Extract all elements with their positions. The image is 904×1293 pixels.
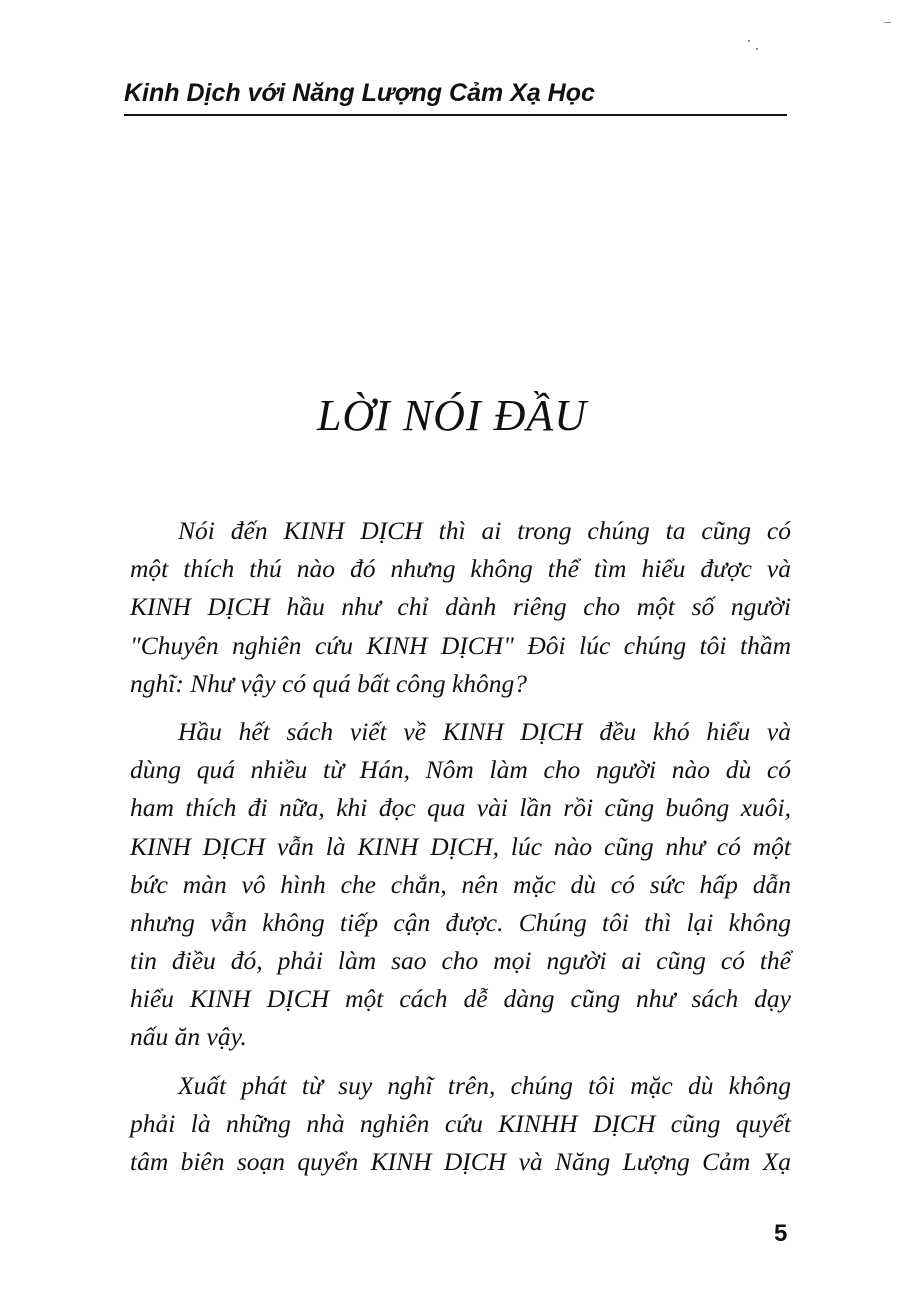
text-line: tin điều đó, phải làm sao cho mọi người ai cũng có thể (130, 946, 791, 976)
text-line: nấu ăn vậy. (130, 1022, 247, 1052)
body-text (130, 512, 791, 1181)
text-line: nghĩ: Như vậy có quá bất công không? (130, 668, 528, 698)
header-rule (124, 114, 787, 116)
text-line: tâm biên soạn quyển KINH DỊCH và Năng Lượng Cảm Xạ (130, 1147, 791, 1176)
page-number: 5 (774, 1220, 788, 1247)
text-line: một thích thú nào đó nhưng không thể tìm hiểu được và (130, 554, 791, 584)
text-line: Hầu hết sách viết về KINH DỊCH đều khó hiểu và (178, 716, 791, 746)
scan-mark (748, 40, 750, 42)
text-line: Xuất phát từ suy nghĩ trên, chúng tôi mặc dù không (178, 1070, 791, 1100)
text-line: dùng quá nhiều từ Hán, Nôm làm cho người nào dù có (130, 755, 791, 785)
text-line: ham thích đi nữa, khi đọc qua vài lần rồi cũng buông xuôi, (130, 793, 791, 823)
text-line: bức màn vô hình che chắn, nên mặc dù có sức hấp dẫn (130, 869, 791, 899)
text-line: KINH DỊCH hầu như chỉ dành riêng cho một số người (130, 592, 791, 622)
scan-mark (884, 22, 891, 23)
scan-mark (756, 48, 758, 50)
paragraph (130, 713, 791, 1057)
text-line: hiểu KINH DỊCH một cách dễ dàng cũng như sách dạy (130, 984, 791, 1014)
paragraph-gap (130, 1057, 791, 1067)
text-line: KINH DỊCH vẫn là KINH DỊCH, lúc nào cũng như có một (130, 831, 791, 861)
running-header: Kinh Dịch với Năng Lượng Cảm Xạ Học (124, 79, 595, 107)
chapter-title: LỜI NÓI ĐẦU (316, 391, 588, 440)
text-line: phải là những nhà nghiên cứu KINHH DỊCH cũng quyết (130, 1108, 791, 1138)
text-line: Nói đến KINH DỊCH thì ai trong chúng ta cũng có (178, 516, 791, 545)
paragraph (130, 512, 791, 703)
text-line: nhưng vẫn không tiếp cận được. Chúng tôi thì lại không (130, 907, 791, 937)
paragraph (130, 1067, 791, 1182)
paragraph-gap (130, 703, 791, 713)
text-line: "Chuyên nghiên cứu KINH DỊCH" Đôi lúc chúng tôi thầm (130, 630, 791, 660)
